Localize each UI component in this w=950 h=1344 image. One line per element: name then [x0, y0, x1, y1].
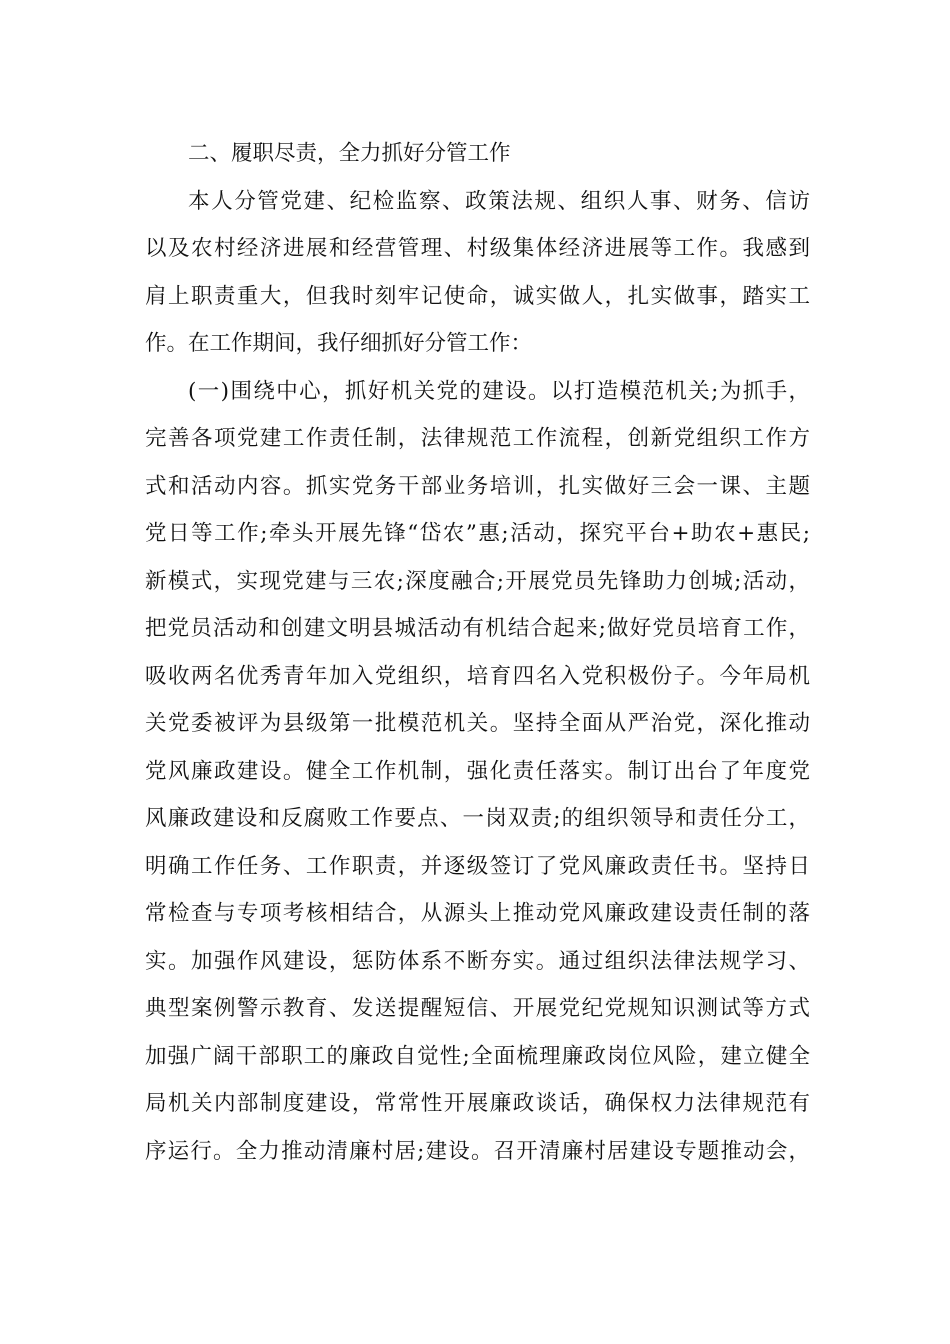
paragraph-line: 肩上职责重大，但我时刻牢记使命，诚实做人，扎实做事，踏实工 [145, 283, 810, 309]
paragraph-line: 典型案例警示教育、发送提醒短信、开展党纪党规知识测试等方式 [145, 996, 810, 1021]
paragraph-line: 加强广阔干部职工的廉政自觉性;全面梳理廉政岗位风险，建立健全 [145, 1043, 810, 1069]
paragraph-line: 明确工作任务、工作职责，并逐级签订了党风廉政责任书。坚持日 [145, 853, 810, 879]
paragraph-line: 完善各项党建工作责任制，法律规范工作流程，创新党组织工作方 [145, 426, 810, 451]
section-heading: 二、履职尽责，全力抓好分管工作 [188, 141, 511, 166]
paragraph-line: 吸收两名优秀青年加入党组织，培育四名入党积极份子。今年局机 [145, 663, 810, 689]
paragraph-line: (一)围绕中心，抓好机关党的建设。以打造模范机关;为抓手， [188, 378, 810, 404]
paragraph-line: 局机关内部制度建设，常常性开展廉政谈话，确保权力法律规范有 [145, 1091, 810, 1116]
paragraph-line: 式和活动内容。抓实党务干部业务培训，扎实做好三会一课、主题 [145, 473, 810, 499]
paragraph-line: 作。在工作期间，我仔细抓好分管工作： [145, 331, 533, 356]
document-body [145, 130, 810, 1175]
paragraph-line: 关党委被评为县级第一批模范机关。坚持全面从严治党，深化推动 [145, 711, 810, 736]
paragraph-line: 风廉政建设和反腐败工作要点、一岗双责;的组织领导和责任分工， [145, 806, 810, 831]
paragraph-line: 把党员活动和创建文明县城活动有机结合起来;做好党员培育工作， [145, 616, 810, 641]
paragraph-line: 以及农村经济进展和经营管理、村级集体经济进展等工作。我感到 [145, 236, 810, 261]
paragraph-line: 党风廉政建设。健全工作机制，强化责任落实。制订出台了年度党 [145, 758, 810, 784]
paragraph-line: 常检查与专项考核相结合，从源头上推动党风廉政建设责任制的落 [145, 901, 810, 926]
paragraph-line: 新模式，实现党建与三农;深度融合;开展党员先锋助力创城;活动， [145, 568, 810, 594]
paragraph-line: 本人分管党建、纪检监察、政策法规、组织人事、财务、信访 [188, 188, 810, 214]
paragraph-line: 实。加强作风建设，惩防体系不断夯实。通过组织法律法规学习、 [145, 948, 810, 974]
paragraph-line: 序运行。全力推动清廉村居;建设。召开清廉村居建设专题推动会， [145, 1138, 810, 1164]
paragraph-line: 党日等工作;牵头开展先锋“岱农”惠;活动，探究平台+助农+惠民; [145, 521, 810, 546]
